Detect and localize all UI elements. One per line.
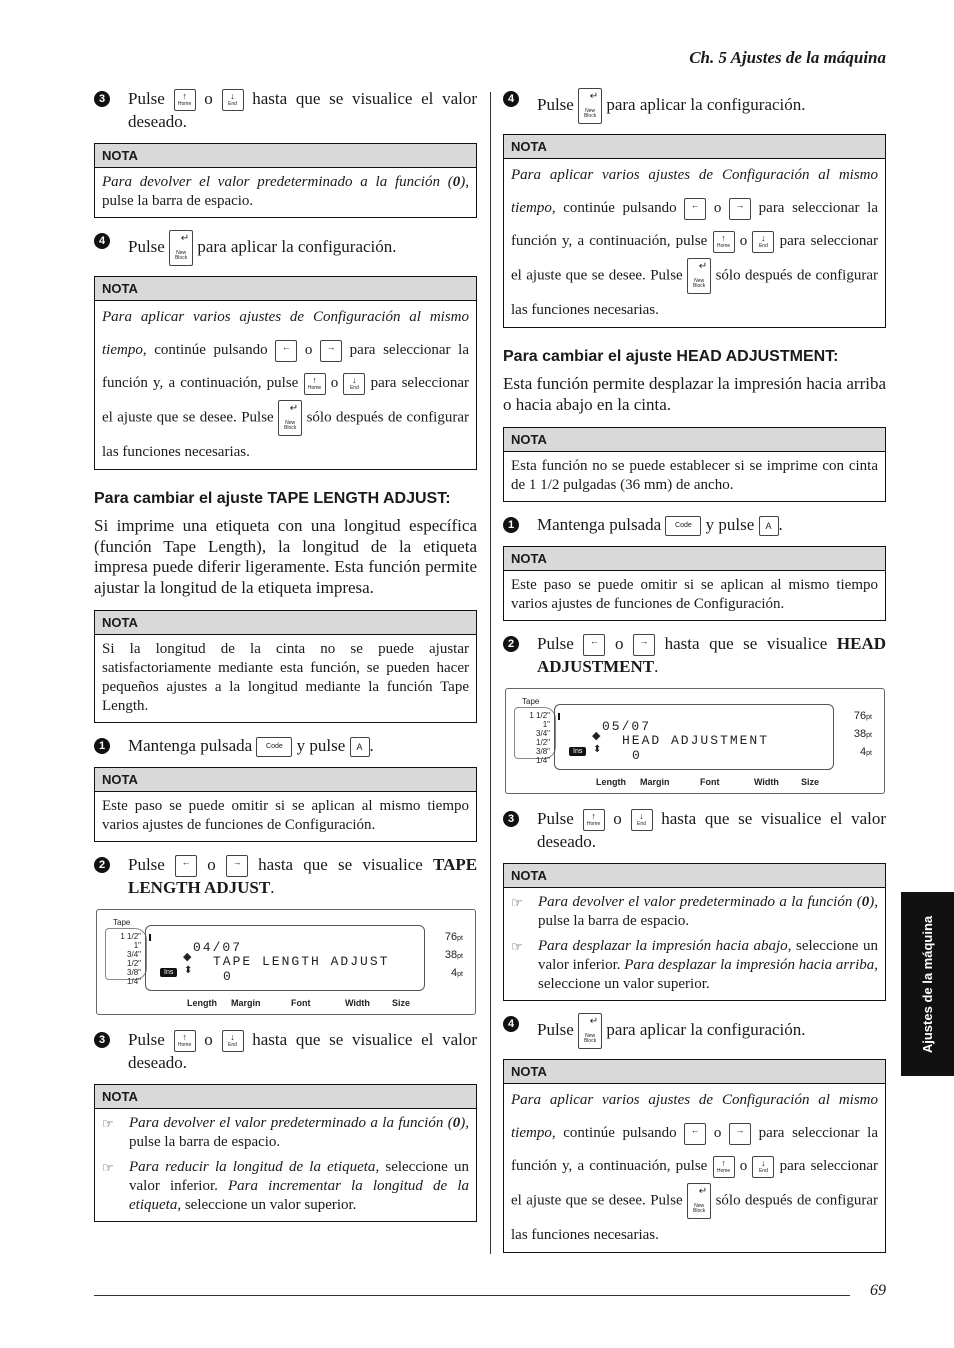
left-column [94,88,477,1234]
lcd-footer-labels: Length Margin Font Width Size [187,998,411,1009]
nota-heading: NOTA [504,428,885,452]
pointing-hand-icon: ☞ [511,895,523,911]
home-key-icon: ↑ Home [713,231,735,253]
left-right-arrow-icon: ◆ [183,951,192,964]
nota-heading: NOTA [95,1085,476,1109]
left-arrow-key-icon: ← [275,340,297,362]
end-key-icon: ↓ End [222,89,244,111]
code-key-icon: Code [665,516,701,536]
left-arrow-key-icon: ← [684,198,706,220]
step-number: 3 [503,811,519,827]
a-key-icon: A [350,737,370,757]
new-block-key-icon: ↵ New Block [578,1013,602,1049]
section-body: Si imprime una etiqueta con una longitud específica (función Tape Length), la longitud de la etiqueta impresa puede diferir ligeramente. Esta función permite ajustar la longitud de la etiqueta impresa. [94,516,477,597]
end-key-icon: ↓ End [343,373,365,395]
nota-heading: NOTA [95,144,476,168]
nota-heading: NOTA [504,135,885,159]
up-down-arrow-icon: ⬍ [593,744,602,756]
step-number: 3 [94,91,110,107]
end-key-icon: ↓ End [752,231,774,253]
step-3-select-value: 3 Pulse ↑ Home o ↓ End hasta que se visualice el valor deseado. [94,88,477,133]
new-block-key-icon: ↵ New Block [687,258,711,294]
pointing-hand-icon: ☞ [102,1160,114,1176]
step-2-select-function: 2 Pulse ← o → hasta que se visualice TAPE LENGTH ADJUST. [94,854,477,899]
lcd-display-tape-length: Tape 1 1/2" 1" 3/4" 1/2" 3/8" 1/4" 04/07 ◆ TAPE LENGTH ADJUST Ins ⬍ 0 76pt 38pt 4pt Length Margin Font Width Size [96,909,476,1015]
section-title-head-adjustment: Para cambiar el ajuste HEAD ADJUSTMENT: [503,348,839,365]
home-key-icon: ↑ Home [174,1030,196,1052]
lcd-footer-labels: Length Margin Font Width Size [596,777,820,788]
right-column [503,88,886,1265]
step-number: 4 [503,91,519,107]
chapter-header: Ch. 5 Ajustes de la máquina [689,48,886,67]
step-1-hold-code: 1 Mantenga pulsada Code y pulse A . [503,514,886,536]
left-right-arrow-icon: ◆ [592,730,601,743]
page-number: 69 [870,1282,886,1299]
right-arrow-key-icon: → [226,855,248,877]
step-4-apply: 4 Pulse ↵ New Block para aplicar la configuración. [503,1013,886,1049]
right-arrow-key-icon: → [729,198,751,220]
step-3-select-value: 3 Pulse ↑ Home o ↓ End hasta que se visualice el valor deseado. [94,1029,477,1074]
nota-box: NOTA Si la longitud de la cinta no se puede ajustar satisfactoriamente mediante esta función, se pueden hacer pequeños ajustes a la longitud mediante la función Tape Length. [94,610,477,723]
nota-box: NOTA Para devolver el valor predeterminado a la función (0), pulse la barra de espacio. [94,143,477,218]
step-3-select-value: 3 Pulse ↑ Home o ↓ End hasta que se visualice el valor deseado. [503,808,886,853]
nota-box: NOTA ☞ Para devolver el valor predeterminado a la función (0), pulse la barra de espacio. ☞ Para desplazar la impresión hacia abajo, seleccione un valor inferior. Para desplazar la impresión hacia arriba, seleccione un valor superior. [503,863,886,1001]
cursor-icon [149,934,151,941]
nota-heading: NOTA [95,277,476,301]
insert-indicator: Ins [160,968,177,977]
nota-heading: NOTA [504,1060,885,1084]
step-number: 2 [503,636,519,652]
step-number: 1 [94,738,110,754]
pointing-hand-icon: ☞ [102,1116,114,1132]
insert-indicator: Ins [569,747,586,756]
lcd-display-head-adjustment: Tape 1 1/2" 1" 3/4" 1/2" 3/8" 1/4" 05/07 ◆ HEAD ADJUSTMENT Ins ⬍ 0 76pt 38pt 4pt Length Margin Font Width Size [505,688,885,794]
new-block-key-icon: ↵ New Block [578,88,602,124]
nota-box: NOTA Para aplicar varios ajustes de Configuración al mismo tiempo, continúe pulsando ← o → para seleccionar la función y, a continuación, pulse ↑ Home o ↓ End para seleccionar el ajuste que se desee. Pulse ↵ New Block sólo después de configurar las funciones necesarias. [503,1059,886,1253]
point-size-scale: 76pt 38pt 4pt [444,931,463,980]
nota-box: NOTA Para aplicar varios ajustes de Configuración al mismo tiempo, continúe pulsando ← o → para seleccionar la función y, a continuación, pulse ↑ Home o ↓ End para seleccionar el ajuste que se desee. Pulse ↵ New Block sólo después de configurar las funciones necesarias. [503,134,886,328]
a-key-icon: A [759,516,779,536]
home-key-icon: ↑ Home [713,1156,735,1178]
column-divider [490,92,491,1254]
step-number: 3 [94,1032,110,1048]
left-arrow-key-icon: ← [175,855,197,877]
nota-box: NOTA ☞ Para devolver el valor predeterminado a la función (0), pulse la barra de espacio. ☞ Para reducir la longitud de la etiqueta, seleccione un valor inferior. Para incrementar la longitud de la etiqueta, seleccione un valor superior. [94,1084,477,1222]
nota-heading: NOTA [95,611,476,635]
new-block-key-icon: ↵ New Block [169,230,193,266]
step-number: 2 [94,857,110,873]
nota-heading: NOTA [95,768,476,792]
right-arrow-key-icon: → [320,340,342,362]
home-key-icon: ↑ Home [174,89,196,111]
step-number: 4 [503,1016,519,1032]
pointing-hand-icon: ☞ [511,939,523,955]
step-2-select-function: 2 Pulse ← o → hasta que se visualice HEAD ADJUSTMENT. [503,633,886,678]
nota-box: NOTA Esta función no se puede establecer si se imprime con cinta de 1 1/2 pulgadas (36 mm) de ancho. [503,427,886,502]
step-1-hold-code: 1 Mantenga pulsada Code y pulse A . [94,735,477,757]
code-key-icon: Code [256,737,292,757]
new-block-key-icon: ↵ New Block [687,1183,711,1219]
step-number: 4 [94,233,110,249]
nota-box: NOTA Este paso se puede omitir si se aplican al mismo tiempo varios ajustes de funciones de Configuración. [94,767,477,842]
step-number: 1 [503,517,519,533]
section-title-tape-length: Para cambiar el ajuste TAPE LENGTH ADJUST: [94,490,451,508]
end-key-icon: ↓ End [752,1156,774,1178]
nota-heading: NOTA [504,547,885,571]
end-key-icon: ↓ End [222,1030,244,1052]
section-body: Esta función permite desplazar la impresión hacia arriba o hacia abajo en la cinta. [503,374,886,414]
nota-heading: NOTA [504,864,885,888]
left-arrow-key-icon: ← [684,1123,706,1145]
home-key-icon: ↑ Home [583,809,605,831]
new-block-key-icon: ↵ New Block [278,400,302,436]
side-tab: Ajustes de la máquina [901,892,954,1076]
left-arrow-key-icon: ← [583,634,605,656]
nota-box: NOTA Para aplicar varios ajustes de Configuración al mismo tiempo, continúe pulsando ← o → para seleccionar la función y, a continuación, pulse ↑ Home o ↓ End para seleccionar el ajuste que se desee. Pulse ↵ New Block sólo después de configurar las funciones necesarias. [94,276,477,470]
home-key-icon: ↑ Home [304,373,326,395]
right-arrow-key-icon: → [729,1123,751,1145]
step-4-apply: 4 Pulse ↵ New Block para aplicar la configuración. [94,230,477,266]
cursor-icon [558,713,560,720]
up-down-arrow-icon: ⬍ [184,965,193,977]
point-size-scale: 76pt 38pt 4pt [853,710,872,759]
end-key-icon: ↓ End [631,809,653,831]
footer-rule [94,1295,850,1296]
right-arrow-key-icon: → [633,634,655,656]
nota-box: NOTA Este paso se puede omitir si se aplican al mismo tiempo varios ajustes de funciones de Configuración. [503,546,886,621]
step-4-apply: 4 Pulse ↵ New Block para aplicar la configuración. [503,88,886,124]
